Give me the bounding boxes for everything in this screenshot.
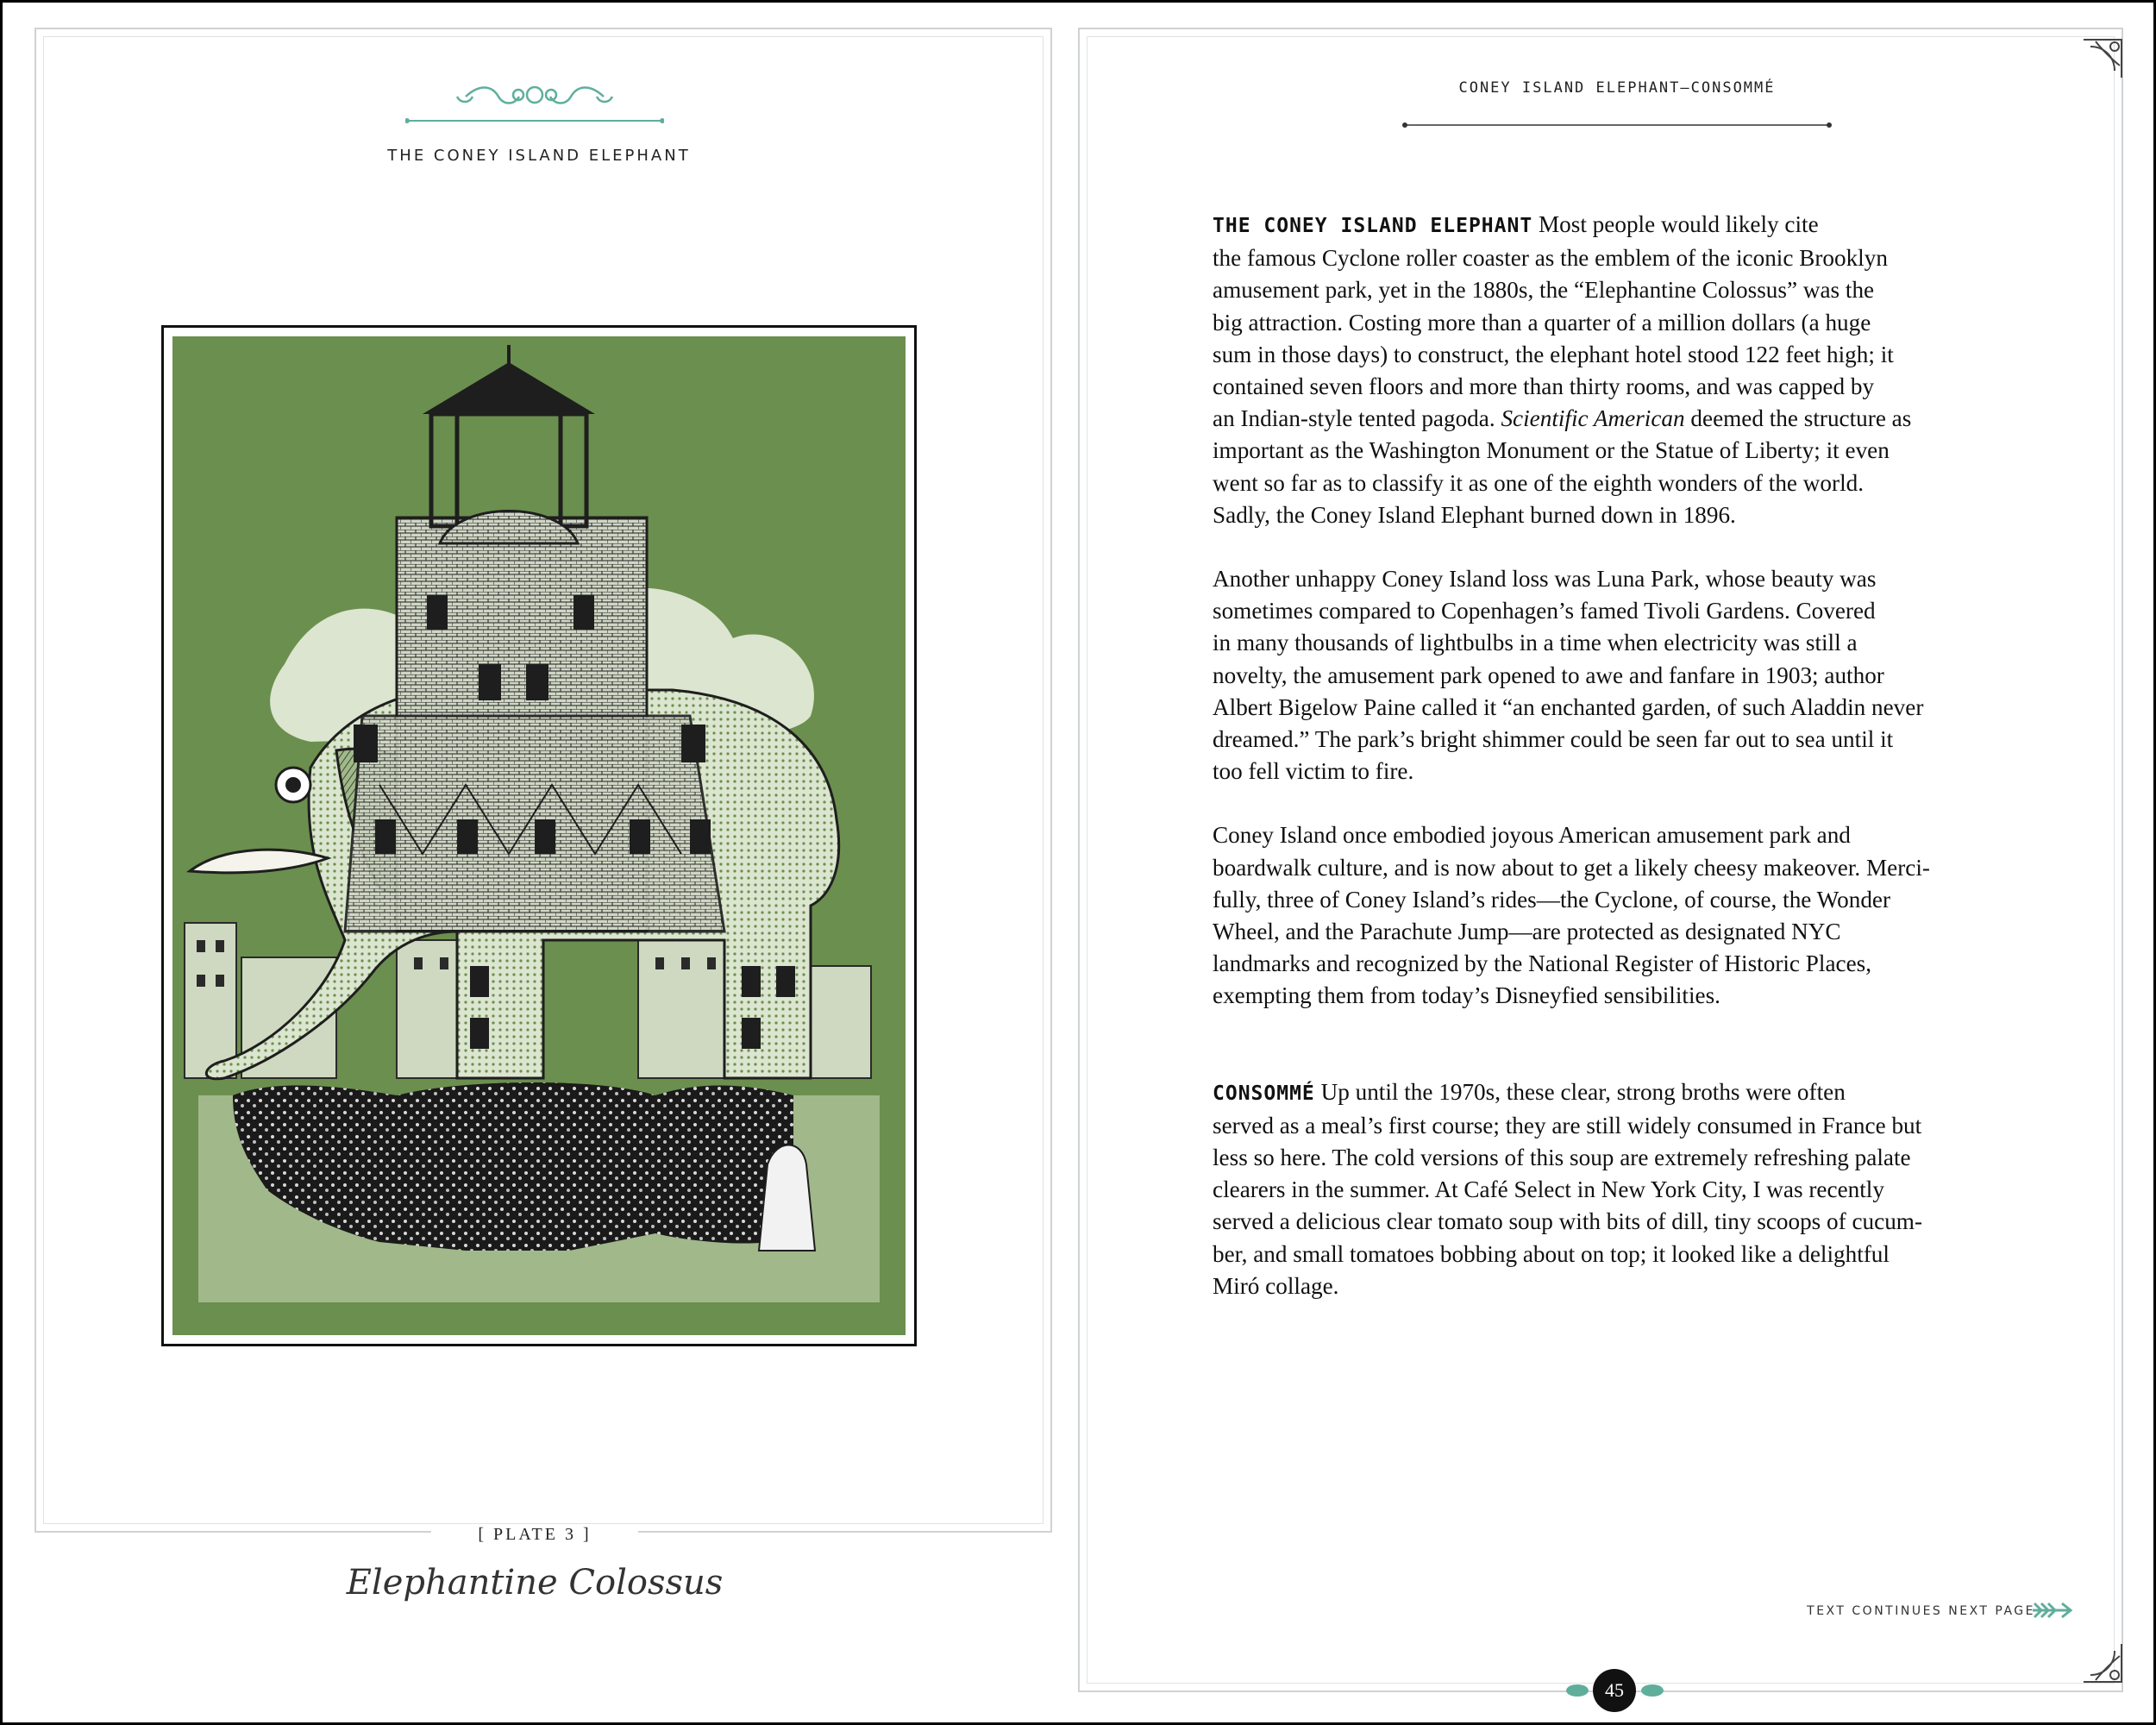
plate-number-label: [ PLATE 3 ] — [431, 1525, 638, 1545]
paragraph-coney-elephant: THE CONEY ISLAND ELEPHANT Most people would likely cite the famous Cyclone roller coaster as the emblem of the iconic Brooklyn amusement park, yet in the 1880s, the “Elephantine Colossus” was the big attraction. Costing more than a quarter of a million dollars (a huge sum in those days) to construct, the elephant hotel stood 122 feet high; it contained seven floors and more than thirty rooms, and was capped by an Indian-style tented pagoda. Scientific American deemed the structure as important as the Washington Monument or the Statue of Liberty; it even went so far as to classify it as one of the eighth wonders of the world. Sadly, the Coney Island Elephant burned down in 1896. — [1213, 211, 1912, 528]
italic-title: Scientific American — [1501, 405, 1685, 432]
plate-illustration — [161, 325, 917, 1346]
corner-ornament-icon — [2078, 1639, 2127, 1687]
header-rule — [1401, 121, 1833, 129]
body-text — [1213, 209, 2015, 1302]
arrow-right-icon[interactable] — [2031, 1601, 2074, 1620]
plate-caption: Elephantine Colossus — [346, 1563, 724, 1603]
teal-flourish-ornament — [405, 78, 664, 129]
page-number: 45 — [1593, 1669, 1636, 1712]
right-running-head: CONEY ISLAND ELEPHANT–CONSOMMÉ — [1458, 79, 1776, 97]
paragraph-luna-park: Another unhappy Coney Island loss was Luna Park, whose beauty was sometimes compared to Copenhagen’s famed Tivoli Gardens. Covered in many thousands of lightbulbs in a time when electricity was still a novelty, the amusement park opened to awe and fanfare in 1903; author Albert Bigelow Paine called it “an enchanted garden, of such Aladdin never dreamed.” The park’s bright shimmer could be seen far out to sea until it too fell victim to fire. — [1213, 566, 1924, 785]
paragraph-consomme: CONSOMMÉ Up until the 1970s, these clear, strong broths were often served as a meal’s first course; they are still widely consumed in France but less so here. The cold versions of this soup are extremely refreshing palate clearers in the summer. At Café Select in New York City, I was recently served a delicious clear tomato soup with bits of dill, tiny scoops of cucum- ber, and small tomatoes bobbing about on top; it looked like a delightful Miró collage. — [1213, 1078, 1923, 1299]
corner-ornament-icon — [2078, 34, 2127, 83]
paragraph-coney-culture: Coney Island once embodied joyous American amusement park and boardwalk culture, and is now about to get a likely cheesy makeover. Merci- fully, three of Coney Island’s rides—the Cyclone, of course, the Wonder Wheel, and the Parachute Jump—are protected as designated NYC landmarks and recognized by the National Register of Historic Places, exempting them from today’s Disneyfied sensibilities. — [1213, 822, 1930, 1009]
elephant-illustration — [172, 336, 906, 1335]
section-heading: CONSOMMÉ — [1213, 1082, 1315, 1105]
left-running-head: THE CONEY ISLAND ELEPHANT — [387, 147, 691, 165]
text-continues-link[interactable]: TEXT CONTINUES NEXT PAGE — [1807, 1604, 2035, 1618]
section-heading: THE CONEY ISLAND ELEPHANT — [1213, 215, 1533, 237]
